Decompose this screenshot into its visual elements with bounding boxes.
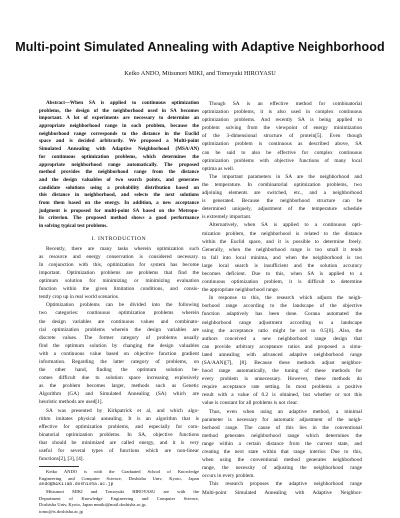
text-line: space and is decided arbitrarily. We proposed a Multi-point [39,138,199,145]
text-line: function adaptively has been done. Corana automated the [202,311,362,318]
section-heading-introduction: I. INTRODUCTION [91,235,147,242]
text-line: Algorithm (GA) and Simulated Annealing (SA) which are [39,391,199,398]
text-line: Mitsunori MIKI and Tomoyuki HIROYASU are with the [46,489,199,494]
text-line: Optimization problems can be divided into the following [46,302,199,309]
text-line: mization problem, the neighborhood is related to the distance [202,230,362,237]
text-line: binatorial optimization problems. In SA, objective functions [39,431,199,438]
text-line: range within a certain distance from the current state, and [202,440,362,447]
text-line: heuristic methods are used[1]. [39,399,103,406]
text-line: borhood range according to the landscape of the objective [202,303,362,310]
text-line: judgment is proposed for multi-point SA based on the Metropo- [39,207,199,214]
text-line: when using the conventional method generates neighborhood [202,457,362,464]
text-line: of the 3-dimensional structure of protein[5]. Even though [202,133,362,140]
text-line: Alternatively, when SA is applied to a continuous opti- [209,222,362,229]
intro-paragraph-2 [39,301,199,406]
text-line: Generally, when the neighborhood range is too small it tends [202,246,362,253]
right-paragraph-6 [202,480,362,496]
text-line: every problem is unnecessary. However, these methods do [202,376,362,383]
footnote [39,469,199,515]
text-line: In conjunction with this, optimization for system has become [39,261,199,268]
text-line: Keiko ANDO is with the Graduated School of Knowledge [46,469,199,475]
right-paragraph-2 [202,173,362,222]
text-line: problems, the design of the neighborhood used in SA becomes [39,107,199,114]
text-line: useful for several types of functions which are non-linear [39,448,199,455]
right-paragraph-3 [202,221,362,294]
text-line: value is constant for all problems is not clear. [202,400,299,407]
text-line: function within the given limitation conditions, and consis- [39,286,199,293]
text-line: This research proposes the adaptive neighborhood range [209,481,362,488]
text-line: require acceptance rate setting. In most problems a positive [202,384,362,391]
text-line: find the optimum solution by changing the design valuables [39,342,199,349]
text-line: parameter is necessary for automatic adjustment of the neigh- [202,416,362,423]
text-line: borhood range. The cause of this lies in the conventional [202,424,362,431]
text-line: result with a value of 0.2 is obtained, but whether or not this [202,392,362,399]
text-line: the appropriate neighborhood range. [202,287,280,294]
text-line: ando@mikilab.doshisha.ac.jp [39,482,114,488]
text-line: Simulated Annealing with Adaptive Neighborhood (MSA/AN) [39,146,199,153]
text-line: optimum solution for minimizing or minimizing evaluation [39,278,199,285]
text-line: appropriate neighborhood range in each problem, because the [39,123,199,130]
text-line: optimization problems with objective functions of many local [202,157,362,164]
text-line: SA was presented by Kirkpatrick et al, and which algo- [46,407,199,414]
text-line: large local search is insufficient and the solution accuracy [202,262,362,269]
text-line: for continuous optimization problems, which determines the [39,153,199,160]
text-line: effective for optimization problems, and especially for com- [39,423,199,430]
text-line: range, the necessity of adjusting the neighborhood range [202,465,362,472]
text-line: from them based on the energy. In addition, a new acceptance [39,199,199,206]
text-line: Thus, even when using an adaptive method, a minimal [209,408,362,415]
text-line: determined uniquely, adjustment of the temperature schedule [202,206,362,213]
text-line: lated annealing with advanced adaptive neighborhood range [202,351,362,358]
text-line: becomes deficient. Due to this, when SA is applied to a [202,270,362,277]
text-line: with a continuous value based on objective function gradient [39,350,199,357]
text-line: as the problem becomes larger, methods such as Genetic [39,383,199,390]
text-line: Abstract—When SA is applied to continuous optimization [46,100,199,106]
text-line: tomo@is.doshisha.ac.jp [39,508,83,514]
text-line: optima as well. [202,165,235,172]
text-line: method generates neighborhood range which determines the [202,432,362,439]
text-line: rithm imitates physical annealing. It is an algorithm that is [39,415,199,422]
text-line: important. A lot of experiments are necessary to determine an [39,115,199,122]
text-line: this distance in neighborhood, and selects the next solutions [39,192,199,199]
paper-authors: Keiko ANDO, Mitsunori MIKI, and Tomoyuki HIROYASU [124,70,276,77]
text-line: the temperature. In combinatorial optimization problems, two [202,181,362,188]
paper-title: Multi-point Simulated Annealing with Adaptive Neighborhood [15,40,385,54]
text-line: adjoining elements are switched, etc., and a neighborhood [202,190,362,197]
text-line: Department of Knowledge Engineering and Computer Science, [39,495,199,501]
text-line: tently crop up in real world scenarios. [39,294,120,301]
text-line: Recently, there are many tasks wherein optimization such [46,245,199,252]
text-line: Though SA is an effective method for combinatorial [209,101,362,107]
text-line: as resource and energy conservation is considered necessary. [39,253,199,260]
text-line: optimization problems. And recently SA is being applied to [202,117,362,124]
text-line: optimization problem is continuous as described above, SA [202,141,362,148]
text-line: comes difficult due to solution space increasing explosively [39,375,199,382]
text-line: candidate solutions using a probability distribution based on [39,184,199,191]
text-line: Doshisha Univ, Kyoto, Japan mmiki@mail.doshisha.ac.jp, [39,502,147,508]
text-line: important. Optimization problems are problems that find the [39,269,199,276]
abstract [39,100,199,231]
text-line: two categories: continuous optimization problems wherein [39,310,199,317]
text-line: can be said to also be effective for complex continuous [202,149,362,156]
text-line: to fall into local minima, and when the neighborhood is too [202,254,362,261]
text-line: information. Regarding the latter category of problems, on [39,359,199,365]
footnote-rule [39,466,79,467]
text-line: continuous optimization problem, it is difficult to determine [202,279,362,286]
text-line: and the design valuables of two search points, and generates [39,176,199,183]
text-line: method provides the neighborhood range from the distance [39,169,199,176]
text-line: the other hand, finding the optimum solution be- [39,367,199,374]
text-line: is extremely important. [202,214,252,221]
text-line: Engineering and Computer Science, Doshisha Univ, Kyoto, Japan [39,475,199,481]
text-line: hood range automatically, the tuning of these methods for [202,368,362,375]
right-paragraph-1 [202,100,362,173]
right-paragraph-5 [202,408,362,481]
text-line: appropriate neighborhood range automatically. The proposed [39,161,199,168]
right-column [202,100,362,497]
right-paragraph-4 [202,294,362,407]
text-line: occurs in every problem. [202,473,255,480]
text-line: using the acceptance ratio might be set to 0.5[6]. Also, the [202,327,362,334]
text-line: problem solving from the viewpoint of energy minimization [202,125,362,132]
text-line: is generated. Because the neighborhood structure can be [202,198,362,205]
intro-paragraph-3 [39,407,199,464]
text-line: functions[2], [3], [4]. [39,456,84,463]
left-column [39,100,199,515]
text-line: In response to this, the research which adjusts the neigh- [209,295,362,302]
text-line: neighborhood range adjustment according to a landscape [202,319,362,326]
text-line: the design variables are continuous values and combinato- [39,318,199,325]
text-line: optimization problems, it is also used in complex continuous [202,109,362,116]
text-line: (SA/AAN)[7], [8]. Because these methods adjust neighbor- [202,360,362,366]
text-line: authors conceived a new neighborhood range design that [202,335,362,342]
text-line: Multi-point Simulated Annealing with Adaptive Neighbor- [202,489,362,496]
text-line: within the Euclid space, and it is possible to determine freely. [202,238,362,245]
text-line: rial optimization problems wherein the design variables are [39,326,199,333]
text-line: in solving typical test problems. [39,223,108,229]
intro-paragraph-1 [39,245,199,302]
text-line: The important parameters in SA are the neighborhood and [209,173,362,180]
text-line: that should be minimized are called energy, and it is very [39,439,199,446]
text-line: neighborhood range corresponds to the distance in the Euclid [39,130,199,137]
text-line: discrete values. The former category of problems usually [39,334,199,341]
text-line: can provide arbitrary acceptance ratios and proposed a simu- [202,343,362,350]
text-line: creating the next state within that range interior. Due to this, [202,449,362,456]
text-line: lis criterion. The proposed method shows a good performance [39,215,199,222]
